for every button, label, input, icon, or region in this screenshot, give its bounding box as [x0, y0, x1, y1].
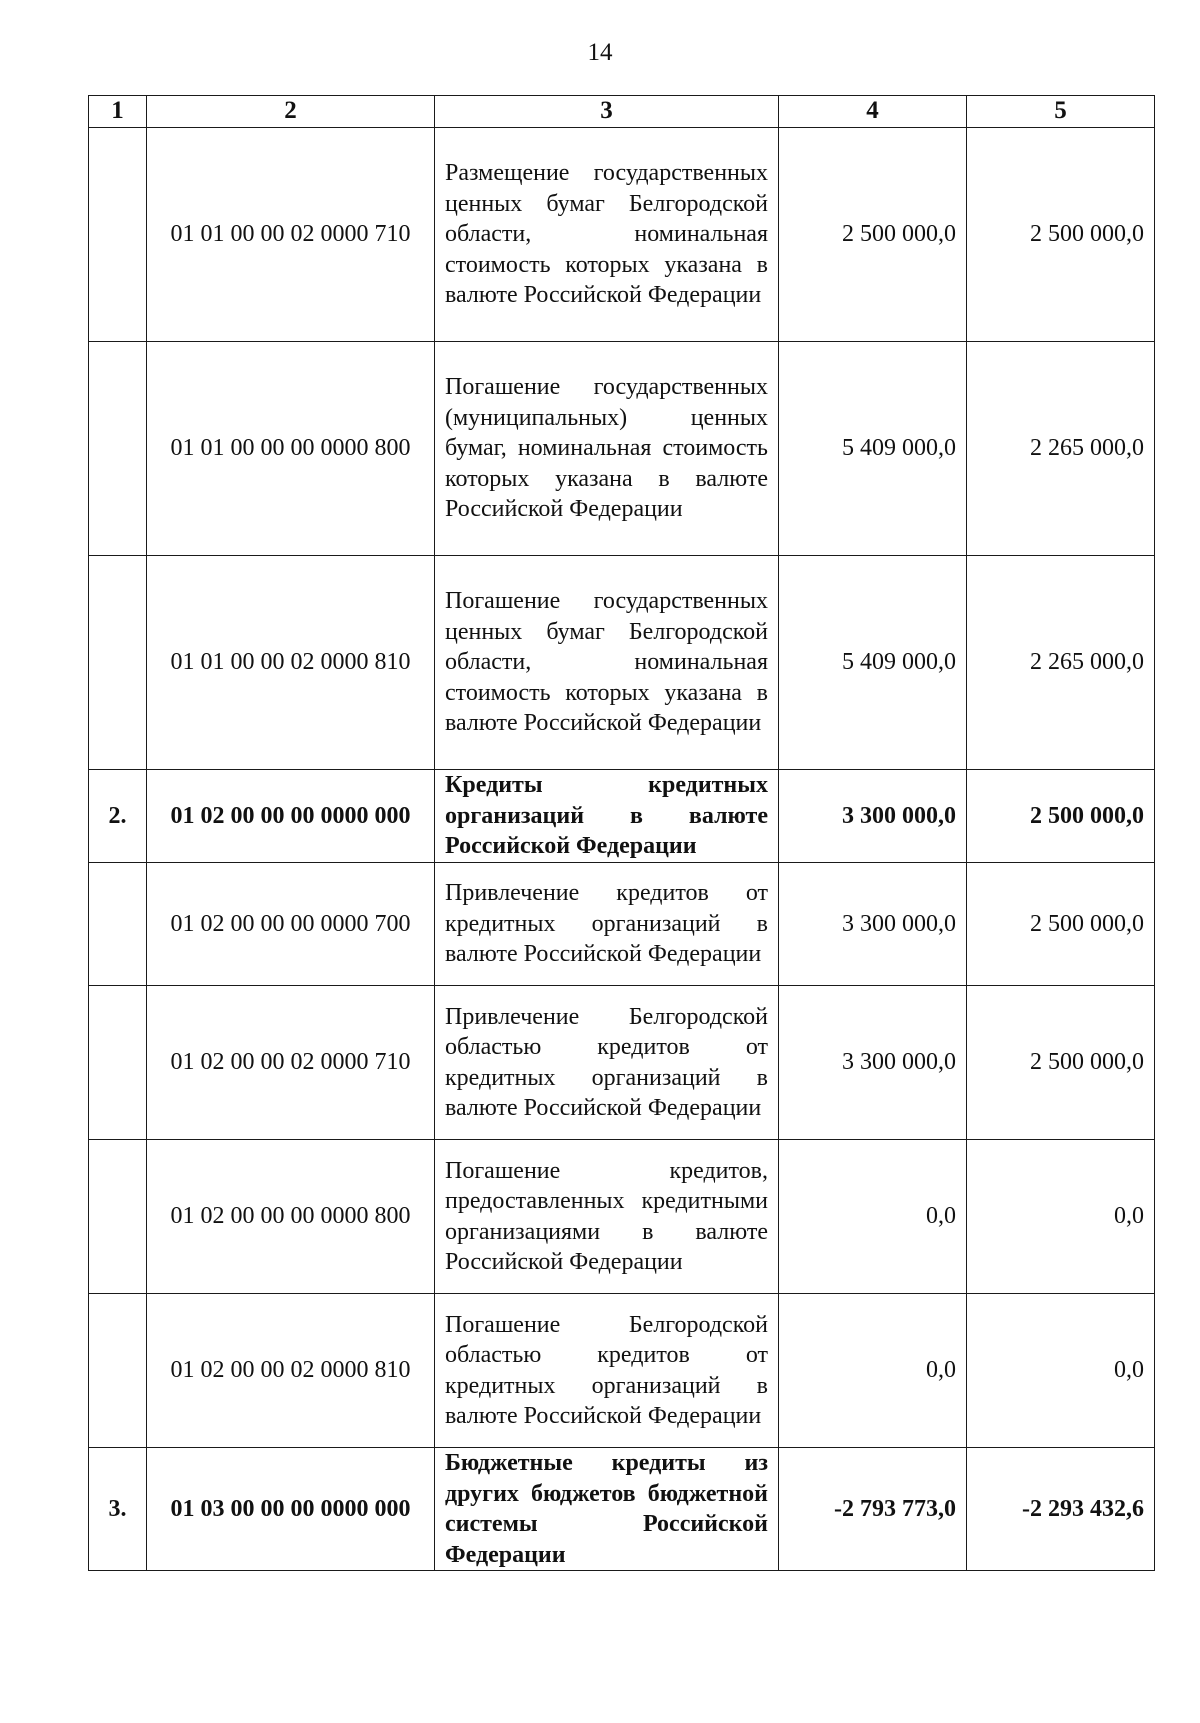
budget-code: 01 02 00 00 00 0000 700: [147, 863, 435, 986]
table-row: [89, 986, 1155, 1140]
value-year-1: 2 500 000,0: [779, 128, 967, 342]
value-year-2: 2 500 000,0: [967, 770, 1155, 863]
row-number: [89, 556, 147, 770]
table-row-section: [89, 1448, 1155, 1571]
header-col-5: 5: [967, 96, 1155, 128]
table-header-row: [89, 96, 1155, 128]
value-year-1: 5 409 000,0: [779, 556, 967, 770]
value-year-2: 2 265 000,0: [967, 556, 1155, 770]
section-number: 3.: [89, 1448, 147, 1571]
header-col-2: 2: [147, 96, 435, 128]
row-number: [89, 342, 147, 556]
budget-code: 01 02 00 00 02 0000 810: [147, 1294, 435, 1448]
budget-code: 01 02 00 00 00 0000 800: [147, 1140, 435, 1294]
page-number: 14: [587, 39, 613, 66]
item-name: Размещение государственных ценных бумаг Белгородской области, номинальная стоимость которых указана в валюте Российской Федерации: [435, 128, 779, 342]
header-col-4: 4: [779, 96, 967, 128]
section-number: 2.: [89, 770, 147, 863]
budget-sources-table: [88, 95, 1155, 1571]
value-year-2: 2 265 000,0: [967, 342, 1155, 556]
budget-code: 01 01 00 00 00 0000 800: [147, 342, 435, 556]
header-col-1: 1: [89, 96, 147, 128]
table-row-section: [89, 770, 1155, 863]
value-year-1: 3 300 000,0: [779, 986, 967, 1140]
budget-code: 01 01 00 00 02 0000 710: [147, 128, 435, 342]
row-number: [89, 863, 147, 986]
value-year-1: 0,0: [779, 1294, 967, 1448]
budget-code: 01 02 00 00 00 0000 000: [147, 770, 435, 863]
row-number: [89, 986, 147, 1140]
value-year-1: 3 300 000,0: [779, 770, 967, 863]
budget-code: 01 02 00 00 02 0000 710: [147, 986, 435, 1140]
item-name: Привлечение кредитов от кредитных организаций в валюте Российской Федерации: [435, 863, 779, 986]
value-year-1: 0,0: [779, 1140, 967, 1294]
header-col-3: 3: [435, 96, 779, 128]
row-number: [89, 1140, 147, 1294]
item-name: Погашение государственных (муниципальных) ценных бумаг, номинальная стоимость которых указана в валюте Российской Федерации: [435, 342, 779, 556]
table-row: [89, 1140, 1155, 1294]
table-row: [89, 1294, 1155, 1448]
value-year-2: 2 500 000,0: [967, 986, 1155, 1140]
item-name: Погашение Белгородской областью кредитов от кредитных организаций в валюте Российской Федерации: [435, 1294, 779, 1448]
item-name: Погашение государственных ценных бумаг Белгородской области, номинальная стоимость которых указана в валюте Российской Федерации: [435, 556, 779, 770]
row-number: [89, 128, 147, 342]
table-row: [89, 556, 1155, 770]
value-year-2: 0,0: [967, 1140, 1155, 1294]
table-row: [89, 128, 1155, 342]
table-row: [89, 863, 1155, 986]
row-number: [89, 1294, 147, 1448]
value-year-2: 0,0: [967, 1294, 1155, 1448]
item-name: Привлечение Белгородской областью кредитов от кредитных организаций в валюте Российской Федерации: [435, 986, 779, 1140]
value-year-2: 2 500 000,0: [967, 863, 1155, 986]
table-row: [89, 342, 1155, 556]
item-name: Кредиты кредитных организаций в валюте Российской Федерации: [435, 770, 779, 863]
item-name: Погашение кредитов, предоставленных кредитными организациями в валюте Российской Федерации: [435, 1140, 779, 1294]
budget-code: 01 01 00 00 02 0000 810: [147, 556, 435, 770]
item-name: Бюджетные кредиты из других бюджетов бюджетной системы Российской Федерации: [435, 1448, 779, 1571]
value-year-1: -2 793 773,0: [779, 1448, 967, 1571]
value-year-2: -2 293 432,6: [967, 1448, 1155, 1571]
value-year-1: 5 409 000,0: [779, 342, 967, 556]
value-year-2: 2 500 000,0: [967, 128, 1155, 342]
value-year-1: 3 300 000,0: [779, 863, 967, 986]
budget-code: 01 03 00 00 00 0000 000: [147, 1448, 435, 1571]
